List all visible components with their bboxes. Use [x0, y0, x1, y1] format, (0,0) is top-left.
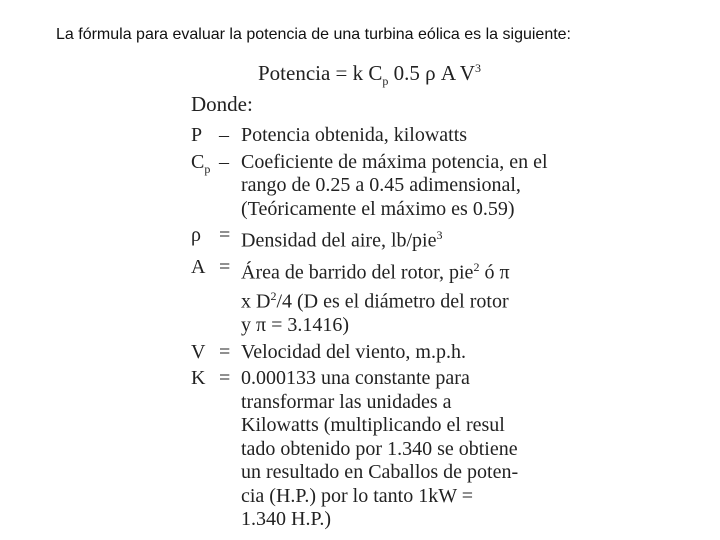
definition-k [191, 367, 551, 532]
symbol-k: K [191, 367, 206, 390]
intro-text: La fórmula para evaluar la potencia de una turbina eólica es la siguiente: [56, 26, 571, 43]
a-text-1a: Área de barrido del rotor, pie [241, 261, 474, 284]
description-v [241, 341, 551, 365]
relation-dash: – [219, 124, 229, 146]
power-formula [258, 61, 481, 89]
definition-v [191, 341, 551, 365]
definition-rho [191, 224, 551, 253]
symbol-rho: ρ [191, 224, 201, 246]
definition-cp [191, 151, 551, 222]
description-line: rango de 0.25 a 0.45 adimensional, [241, 174, 521, 196]
rho-exponent: 3 [436, 228, 443, 242]
symbol-cp-letter: C [191, 150, 205, 173]
description-line: y π = 3.1416) [241, 314, 350, 337]
description-line: Kilowatts (multiplicando el resul [241, 414, 505, 437]
description-line: Velocidad del viento, m.p.h. [241, 340, 466, 363]
definition-p [191, 124, 551, 148]
description-line: un resultado en Caballos de poten- [241, 461, 519, 484]
symbol-cp-subscript: p [204, 161, 211, 176]
a-text-2a: x D [241, 290, 271, 313]
formula-exponent: 3 [474, 61, 481, 75]
rho-text: Densidad del aire, lb/pie [241, 229, 437, 252]
relation-dash: – [219, 150, 229, 173]
relation-equals: = [219, 340, 231, 363]
definition-a [191, 256, 551, 338]
description-k [241, 367, 551, 532]
description-p [241, 124, 551, 148]
formula-cp-subscript: p [382, 74, 389, 89]
symbol-p: P [191, 124, 203, 146]
description-line: Coeficiente de máxima potencia, en el [241, 150, 548, 173]
symbol-v: V [191, 340, 206, 363]
description-line: transformar las unidades a [241, 390, 452, 413]
description-line: 1.340 H.P.) [241, 508, 332, 531]
a-text-1b: ó π [479, 261, 510, 284]
a-text-2b: /4 (D es el diámetro del rotor [276, 290, 509, 313]
formula-lhs: Potencia = k C [258, 61, 383, 85]
description-rho [241, 224, 551, 253]
relation-equals: = [219, 224, 231, 246]
description-line: 0.000133 una constante para [241, 367, 470, 390]
description-line: (Teóricamente el máximo es 0.59) [241, 197, 515, 220]
a-exponent-2: 2 [270, 289, 277, 304]
description-line [241, 224, 551, 253]
symbol-cp [191, 151, 219, 182]
definitions-list [191, 124, 551, 532]
description-line [241, 285, 551, 314]
description-a [241, 256, 551, 338]
a-exponent-1: 2 [473, 260, 480, 275]
description-cp [241, 151, 551, 222]
relation-equals: = [219, 256, 231, 279]
relation-equals: = [219, 367, 231, 390]
formula-rest: 0.5 ρ A V [388, 61, 475, 85]
description-line [241, 256, 551, 285]
donde-heading: Donde: [191, 92, 253, 116]
description-line: tado obtenido por 1.340 se obtiene [241, 437, 518, 460]
description-line: Potencia obtenida, kilowatts [241, 124, 468, 146]
symbol-a: A [191, 256, 206, 279]
description-line: cia (H.P.) por lo tanto 1kW = [241, 484, 473, 507]
